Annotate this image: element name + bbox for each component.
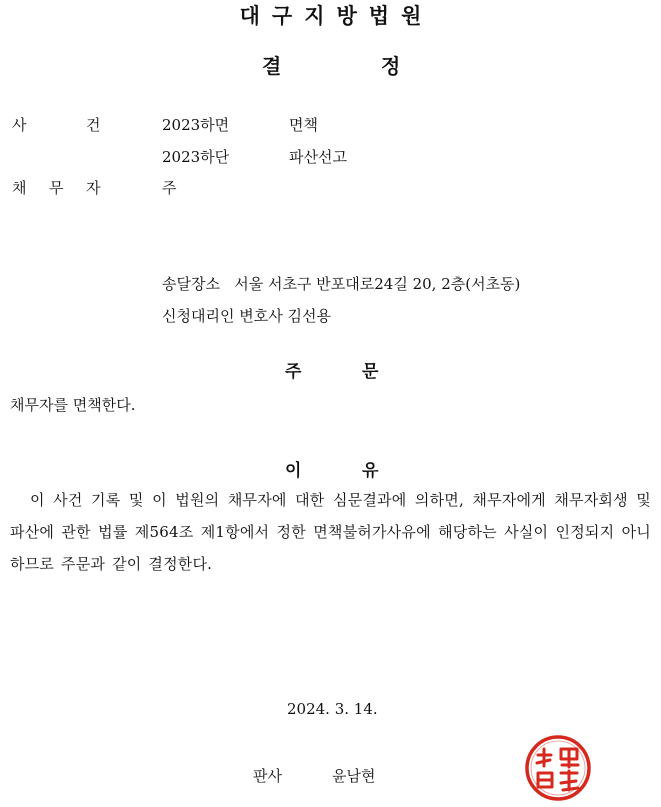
reason-text: 이 사건 기록 및 이 법원의 채무자에 대한 심문결과에 의하면, 채무자에게 채무자회생 및 파산에 관한 법률 제564조 제1항에서 정한 면책불허가사유에 해당하는 사실이 인정되지 아니하므로 주문과 같이 결정한다. (10, 491, 651, 573)
court-name: 대구지방법원 (239, 4, 434, 28)
debtor-label-char-1: 채 (12, 179, 27, 197)
case-name-1: 면책 (289, 116, 318, 134)
order-heading-left: 주 (285, 362, 302, 382)
service-address: 서울 서초구 반포대로24길 20, 2층(서초동) (234, 275, 521, 293)
service-address-line (162, 273, 520, 294)
debtor-label-char-3: 자 (86, 179, 101, 197)
case-name-2: 파산선고 (289, 148, 347, 166)
debtor-label-char-2: 무 (49, 179, 64, 197)
document-title-left: 결 (262, 54, 282, 78)
case-number-1: 2023하면 (162, 116, 230, 134)
decision-date: 2024. 3. 14. (287, 700, 378, 718)
case-label-char-2: 건 (86, 116, 101, 134)
agent-label: 신청대리인 (162, 307, 235, 325)
service-label: 송달장소 (162, 275, 220, 293)
judge-seal-icon (523, 733, 593, 803)
judge-name: 윤남현 (332, 767, 376, 785)
document-title-right: 정 (381, 54, 401, 78)
debtor-name: 주 (162, 179, 177, 197)
order-heading-right: 문 (362, 362, 379, 382)
agent-line (162, 305, 331, 326)
order-text: 채무자를 면책한다. (10, 396, 136, 414)
reason-heading-left: 이 (285, 461, 302, 481)
judge-title: 판사 (253, 767, 282, 785)
case-number-2: 2023하단 (162, 148, 230, 166)
case-label-char-1: 사 (12, 116, 27, 134)
agent-name: 변호사 김선용 (239, 307, 331, 325)
reason-heading-right: 유 (362, 461, 379, 481)
